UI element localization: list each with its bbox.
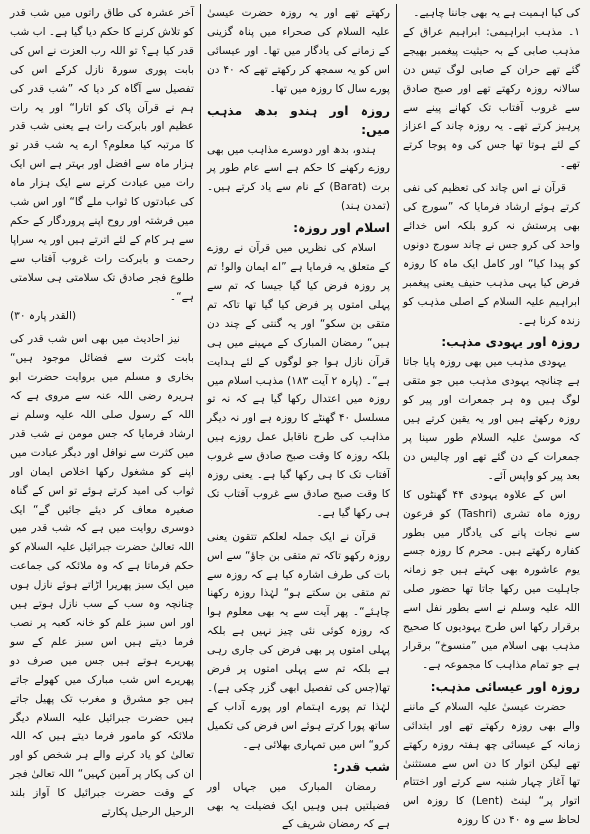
intro-line: کی کیا اہمیت ہے یہ بھی جاننا چاہیے۔ (413, 7, 580, 19)
quran-moon-paragraph: قرآن نے اس چاند کی تعظیم کی نفی کرتے ہوئے ارشاد فرمایا کہ ”سورج کی بھی پرستش نہ کرو بلکہ اس خدائے واحد کی کرو جس نے چاند سورج دونوں کو پیدا کیا“ اور کامل ایک ماہ کا روزہ فرض کیا یہی مذہب حنیف یعنی پیغمبر ابراہیم علیہ السلام کے اصلی مذہب کو زندہ کرنا ہے۔ (403, 182, 580, 327)
article-column-middle (200, 4, 397, 831)
shab-e-qadr-paragraph: آخر عشرہ کی طاق راتوں میں شب قدر کو تلاش کرنے کا حکم دیا گیا ہے۔ اب شب قدر کیا ہے؟ تو اللہ رب العزت نے اس کی بابت پوری سورۃ نازل کرکے اس کی تفصیل سے آگاہ کر دیا کہ ”شب قدر کی ہم نے قرآن پاک کو اتارا“ اور یہ رات عظیم اور بابرکت رات ہے یعنی شب قدر کا مرتبہ کیا معلوم؟ ارے یہ شب قدر تو ہزار ماہ سے افضل اور بہتر ہے اس ایک رات میں عبادت کرنے سے ایک ہزار ماہ کی عبادتوں کا ثواب ملے گا“ اور اس شب میں فرشتہ اور روح اپنے پروردگار کے حکم سے ہر کام کے لئے اترتے ہیں اور یہ سراپا رحمت و بابرکت رات غروب آفتاب سے طلوع فجر صادق تک سلامتی ہی سلامتی ہے“۔ (10, 7, 194, 303)
citation: (القدر پارہ ۳۰) (10, 309, 77, 322)
article-column-right (397, 4, 586, 827)
jewish-paragraph: یہودی مذہب میں بھی روزہ پایا جاتا ہے چنانچہ یہودی مذہب میں جو متقی لوگ ہیں وہ ہر جمعرات اور پیر کو روزہ رکھتے ہیں اور یہ یقین کرتے ہیں کہ موسیٰ علیہ السلام طور سینا پر جمعرات کے دن گئے تھے اور چالیس دن بعد پیر کو واپس آئے۔ (403, 356, 580, 482)
ibrahimi-paragraph: ۱۔ مذہب ابراہیمی: ابراہیم عراق کے مذہب صابی کے بہ حیثیت پیغمبر بھیجے گئے تھے حران کے صابی لوگ تیس دن سالانہ روزہ رکھتے تھے اور صبح صادق سے غروب آفتاب تک کھانے پینے سے پرہیز کرتے تھے۔ یہ روزہ چاند کے اعزاز کے لئے ہوتا تھا جس کی وہ پوجا کرتے تھے۔ (403, 25, 580, 171)
heading-islam-fasting: اسلام اور روزہ: (293, 220, 390, 236)
tashri-paragraph: اس کے علاوہ یہودی ۴۴ گھنٹوں کا روزہ ماہ تشری (Tashri) کو فرعون سے نجات پانے کی یادگار میں بطور کفارہ رکھتے ہیں۔ محرم کا روزہ جسے یوم عاشورہ بھی کہتے ہیں جو زمانہ جاہلیت میں رکھا جاتا تھا حضور صلی اللہ علیہ وسلم نے اسے بطور نفل اسے برقرار رکھا اس طرح یہودیوں کا صحیح مذہب بھی اسلام میں ”منسوخ“ برقرار ہے جو تمام مذاہب کا مجموعہ ہے۔ (403, 488, 581, 671)
article-column-left (4, 4, 200, 819)
islam-fasting-paragraph: اسلام کی نظریں میں قرآن نے روزے کے متعلق یہ فرمایا ہے ”اے ایمان والو! تم پر روزہ فرض کیا گیا جیسا کہ تم سے پہلی امتوں پر فرض کیا گیا تھا تاکہ تم متقی بن سکو“ اور یہ گنتی کے چند دن ہیں“ رمضان المبارک کے مہینے میں ہی قرآن نازل ہوا جو لوگوں کے لئے ہدایت ہے“۔ (پارہ ۲ آیت ۱۸۳) مذہب اسلام میں روزہ میں اعتدال رکھا گیا ہے کہ نہ تو مسلسل ۴۰ گھنٹے کا روزہ ہے اور نہ دیگر مذاہب کی طرح ناقابل عمل روزے ہیں بلکہ روزہ کا وقت صبح صادق سے غروب آفتاب تک کا ہی رکھا گیا ہے۔ یعنی روزہ کا وقت صبح صادق سے غروب آفتاب تک ہی رکھا گیا ہے۔ (207, 242, 390, 519)
christian-fast-continuation: رکھتے تھے اور یہ روزہ حضرت عیسیٰ علیہ السلام کی صحراء میں پناہ گزینی کے زمانے کی یادگار میں تھا۔ اور عیسائی اس کو یہ سمجھ کر رکھتے تھے کہ ۴۰ دن پورے سال کا روزہ میں تھا۔ (207, 7, 390, 95)
taqwa-paragraph: قرآن نے ایک جملہ لعلکم تتقون یعنی روزہ رکھو تاکہ تم متقی بن جاؤ“ سے اس بات کی طرف اشارہ کیا ہے کہ روزہ سے تم متقی بن سکتے ہو“ لہٰذا روزہ رکھنا چاہئے“۔ پھر آیت سے یہ بھی معلوم ہوا کہ روزہ کوئی نئی چیز نہیں ہے بلکہ پہلی امتوں پر بھی فرض کی جاری رہی ہے بلکہ تم سے پہلی امتوں پر فرض تھا(جس کی تفصیل ابھی گزر چکی ہے)۔ لہٰذا تم پورے اہتمام اور پورے آداب کے ساتھ پورا کرتے ہوئے اس فرض کی تکمیل کرو“ اس میں تمہاری بھلائی ہے۔ (207, 530, 390, 751)
heading-jewish: روزہ اور یہودی مذہب: (441, 334, 580, 350)
christian-paragraph: حضرت عیسیٰ علیہ السلام کے ماننے والے بھی روزہ رکھتے تھے اور ابتدائی زمانہ کے عیسائی چھ ہفتہ روزہ رکھتے تھے لیکن اتوار کا دن اس سے مستثنیٰ تھا آغاز چہار شنبہ سے کرتے اور اختتام اتوار پر“ لینٹ (Lent) کا روزہ اس لحاظ سے وہ ۴۰ دن کا روزہ (403, 700, 581, 827)
heading-shab-e-qadr: شب قدر: (333, 758, 390, 774)
shab-e-qadr-intro: رمضان المبارک میں جہاں اور فضیلتیں ہیں وہیں ایک فضیلت یہ بھی ہے کہ رمضان شریف کے (207, 780, 390, 831)
hindu-buddhist-paragraph: ہندو، بدھ اور دوسرے مذاہب میں بھی روزے رکھنے کا حکم ہے اسے عام طور پر برت (Barat) کے نام سے یاد کرتے ہیں۔ (تمدن ہند) (207, 143, 390, 213)
heading-christian: روزہ اور عیسائی مذہب: (430, 678, 580, 694)
heading-hindu-buddhist: روزہ اور ہندو بدھ مذہب میں: (207, 102, 390, 137)
hadith-paragraph: نیز احادیث میں بھی اس شب قدر کی بابت کثرت سے فضائل موجود ہیں“ بخاری و مسلم میں بروایت حضرت ابو ہریرہ رضی اللہ عنہ سے مروی ہے کہ اللہ کے رسول صلی اللہ علیہ وسلم نے ارشاد فرمایا کہ جس مومن نے شب قدر میں کثرت سے نوافل اور دیگر عبادت میں اپنے کو مشغول رکھا اخلاص ایمان اور ثواب کی امید کرتے ہوئے تو اس کے گناہ صغیرہ معاف کر دیئے جائیں گے“ ایک دوسری روایت میں ہے کہ شب قدر میں اللہ تعالیٰ حضرت جبرائیل علیہ السلام کو حکم فرماتا ہے کہ وہ ملائکہ کی جماعت میں ایک سبز پھریرا اڑاتے ہوئے نازل ہوں چنانچہ وہ سب کے سب نازل ہوتے ہیں اور اس سبز علم کو خانہ کعبہ پر نصب فرما دیتے ہیں اس سبز علم کے سو پھریرے ہوتے ہیں جس میں صرف دو پھریرے اس شب مبارک میں کھولے جاتے ہیں جو مشرق و مغرب تک پھیل جاتے ہیں حضرت جبرائیل علیہ السلام دیگر ملائکہ کو مامور فرما دیتے ہیں کہ اللہ تعالیٰ کو یاد کرنے والے ہر شخص کو اور ان کی پکار پر آمین کہیں“ اللہ تعالیٰ فجر کے وقت حضرت جبرائیل کا آواز بلند الرحیل الرحیل پکارتے (10, 333, 194, 819)
